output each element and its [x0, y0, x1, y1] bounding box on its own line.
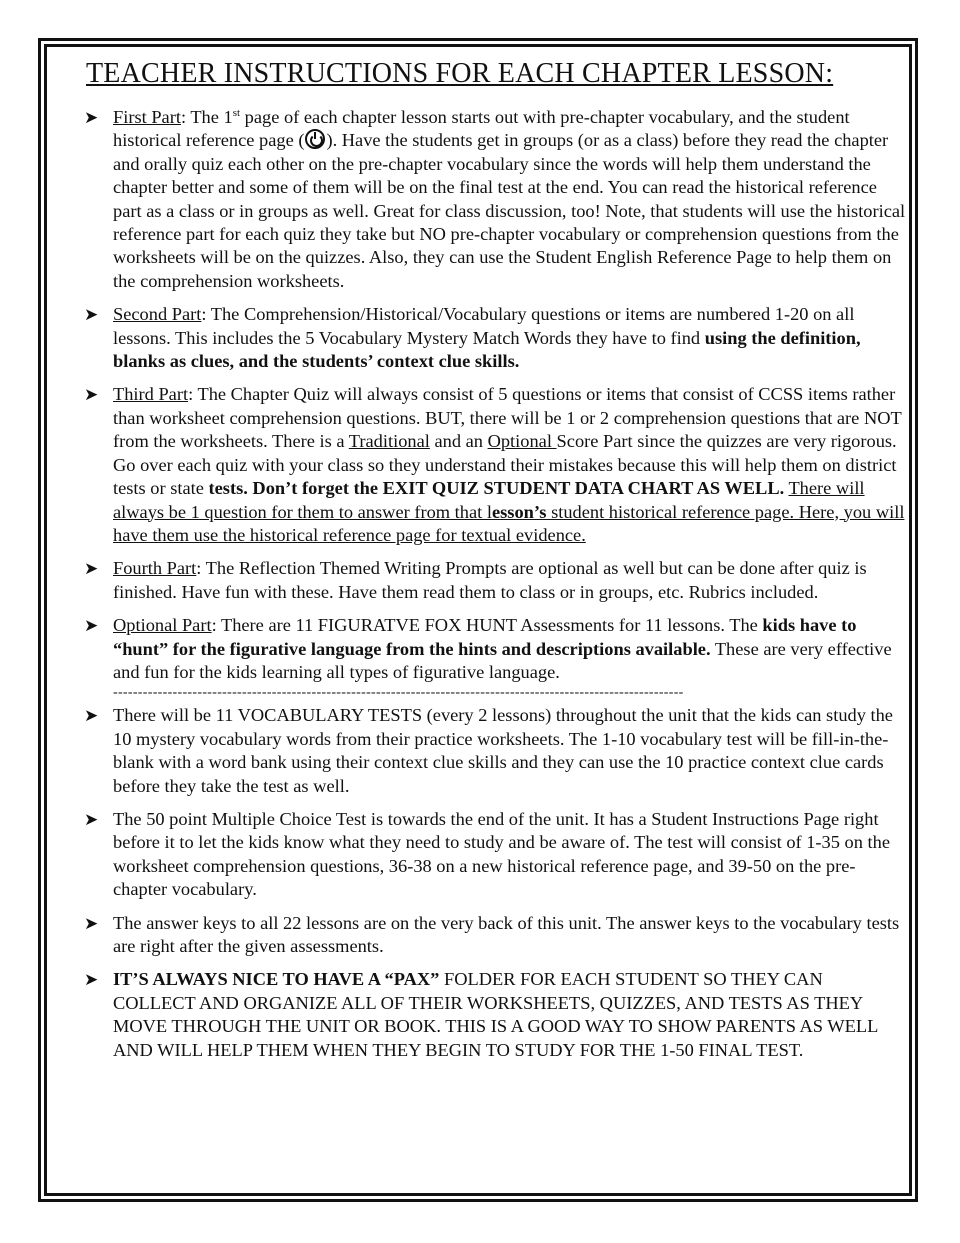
arrow-bullet-icon: ➤ — [84, 616, 99, 636]
list-item-third-part: ➤ Third Part: The Chapter Quiz will always consist of 5 questions or items that consist of CCSS items rather than worksheet comprehension questions. BUT, there will be 1 or 2 comprehension questions that are NOT from the worksheets. There is a Traditional and an Optional Score Part since the quizzes are very rigorous. Go over each quiz with your class so they understand their mistakes because this will help them on district tests or state tests. Don’t forget the EXIT QUIZ STUDENT DATA CHART AS WELL. There will always be 1 question for them to answer from that lesson’s student historical reference page. Here, you will have them use the historical reference page for textual evidence. — [84, 384, 905, 545]
item-label: Second Part — [113, 304, 202, 325]
item-label: First Part — [113, 107, 181, 127]
instructions-list — [80, 106, 906, 684]
arrow-bullet-icon: ➤ — [84, 970, 99, 990]
arrow-bullet-icon: ➤ — [84, 108, 99, 127]
item-label: Third Part — [113, 384, 189, 405]
arrow-bullet-icon: ➤ — [84, 913, 99, 933]
list-item-vocabulary-tests: ➤ There will be 11 VOCABULARY TESTS (every 2 lessons) throughout the unit that the kids can study the 10 mystery vocabulary words from their practice worksheets. The 1-10 vocabulary test will be fill-in-the-blank with a word bank using their context clue skills and they can use the 10 practice context clue cards before they take the test as well. — [84, 705, 893, 796]
page-title: TEACHER INSTRUCTIONS FOR EACH CHAPTER LESSON: — [86, 58, 834, 89]
list-item-pax-folder: ➤ IT’S ALWAYS NICE TO HAVE A “PAX” FOLDER FOR EACH STUDENT SO THEY CAN COLLECT AND ORGANIZE ALL OF THEIR WORKSHEETS, QUIZZES, AND TESTS AS THEY MOVE THROUGH THE UNIT OR BOOK. THIS IS A GOOD WAY TO SHOW PARENTS AS WELL AND WILL HELP THEM WHEN THEY BEGIN TO STUDY FOR THE 1-50 FINAL TEST. — [84, 969, 878, 1060]
list-item-answer-keys: ➤ The answer keys to all 22 lessons are on the very back of this unit. The answer keys to the vocabulary tests are right after the given assessments. — [84, 912, 900, 956]
item-label: Optional Part — [113, 615, 212, 636]
list-item-multiple-choice-test: ➤ The 50 point Multiple Choice Test is towards the end of the unit. It has a Student Instructions Page right before it to let the kids know what they need to study and be aware of. The test will consist of 1-35 on the worksheet comprehension questions, 36-38 on a new historical reference page, and 39-50 on the pre-chapter vocabulary. — [84, 808, 890, 900]
item-label: Fourth Part — [113, 558, 197, 579]
instructions-list-2 — [80, 704, 906, 1062]
arrow-bullet-icon: ➤ — [84, 559, 99, 579]
power-icon — [305, 129, 325, 149]
list-item-fourth-part: ➤ Fourth Part: The Reflection Themed Writing Prompts are optional as well but can be done after quiz is finished. Have fun with these. Have them read them to class or in groups, etc. Rubrics included. — [84, 558, 867, 602]
arrow-bullet-icon: ➤ — [84, 385, 99, 405]
dashed-divider: ------------------------------------------------------------------------------------------------------------------- — [113, 686, 684, 701]
arrow-bullet-icon: ➤ — [84, 305, 99, 325]
list-item-second-part: ➤ Second Part: The Comprehension/Historical/Vocabulary questions or items are numbered 1-20 on all lessons. This includes the 5 Vocabulary Mystery Match Words they have to find using the definition, blanks as clues, and the students’ context clue skills. — [84, 304, 861, 372]
arrow-bullet-icon: ➤ — [84, 809, 99, 829]
list-item-optional-part: ➤ Optional Part: There are 11 FIGURATVE FOX HUNT Assessments for 11 lessons. The kids have to “hunt” for the figurative language from the hints and descriptions available. These are very effective and fun for the kids learning all types of figurative language. — [84, 615, 892, 682]
arrow-bullet-icon: ➤ — [84, 706, 99, 726]
list-item-first-part: ➤ First Part: The 1st page of each chapter lesson starts out with pre-chapter vocabulary, and the student historical reference page ( ). Have the students get in groups (or as a class) before they read the chapter and orally quiz each other on the pre-chapter vocabulary since the words will help them understand the chapter better and some of them will be on the final test at the end. You can read the historical reference part as a class or in groups as well. Great for class discussion, too! Note, that students will use the historical reference part for each quiz they take but NO pre-chapter vocabulary or comprehension questions from the worksheets will be on the quizzes. Also, they can use the Student English Reference Page to help them on the comprehension worksheets. — [84, 106, 906, 291]
instructions-content — [80, 58, 906, 1072]
